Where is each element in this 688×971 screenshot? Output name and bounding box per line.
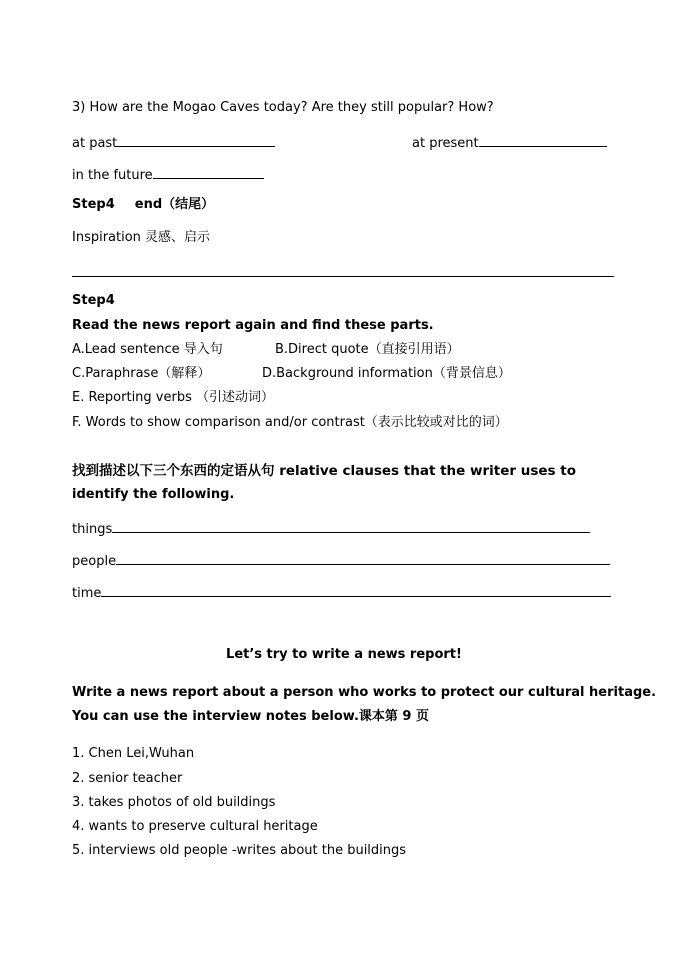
people-label: people	[72, 554, 117, 569]
part-e: E. Reporting verbs （引述动词）	[72, 390, 275, 405]
inspiration-line: Inspiration 灵感、启示	[72, 230, 211, 245]
read-instruction: Read the news report again and find these parts.	[72, 318, 434, 333]
at-past-row	[72, 132, 275, 153]
write-instruction-2: You can use the interview notes below.课本第 9 页	[72, 709, 429, 724]
part-b: B.Direct quote（直接引用语）	[275, 342, 460, 357]
step4-end-row	[72, 196, 214, 214]
note-3: 3. takes photos of old buildings	[72, 795, 276, 810]
time-label: time	[72, 586, 102, 601]
step4-end-text: end（结尾）	[134, 197, 215, 212]
things-row	[72, 518, 590, 539]
part-a: A.Lead sentence 导入句	[72, 342, 223, 357]
note-1: 1. Chen Lei,Wuhan	[72, 746, 195, 761]
in-future-label: in the future	[72, 168, 153, 183]
step4-heading: Step4	[72, 293, 115, 308]
people-blank[interactable]	[116, 550, 610, 565]
note-2: 2. senior teacher	[72, 771, 183, 786]
things-label: things	[72, 522, 113, 537]
note-5: 5. interviews old people -writes about the buildings	[72, 843, 407, 858]
inspiration-blank[interactable]	[72, 276, 614, 277]
at-present-label: at present	[412, 136, 479, 151]
part-c: C.Paraphrase（解释）	[72, 366, 211, 381]
write-instruction-1: Write a news report about a person who works to protect our cultural heritage.	[72, 685, 657, 700]
at-present-blank[interactable]	[479, 132, 607, 147]
relative-instruction-2: identify the following.	[72, 487, 235, 502]
in-future-blank[interactable]	[153, 164, 264, 179]
time-row	[72, 582, 611, 603]
at-present-row	[412, 132, 607, 153]
people-row	[72, 550, 610, 571]
at-past-label: at past	[72, 136, 118, 151]
time-blank[interactable]	[101, 582, 611, 597]
in-future-row	[72, 164, 264, 185]
question-3: 3) How are the Mogao Caves today? Are they still popular? How?	[72, 100, 494, 115]
part-f: F. Words to show comparison and/or contrast（表示比较或对比的词）	[72, 415, 508, 430]
at-past-blank[interactable]	[117, 132, 275, 147]
step4-end-label: Step4	[72, 197, 115, 212]
note-4: 4. wants to preserve cultural heritage	[72, 819, 318, 834]
relative-instruction-1: 找到描述以下三个东西的定语从句 relative clauses that the writer uses to	[72, 463, 577, 479]
things-blank[interactable]	[112, 518, 590, 533]
part-d: D.Background information（背景信息）	[262, 366, 511, 381]
write-title: Let’s try to write a news report!	[226, 647, 462, 662]
